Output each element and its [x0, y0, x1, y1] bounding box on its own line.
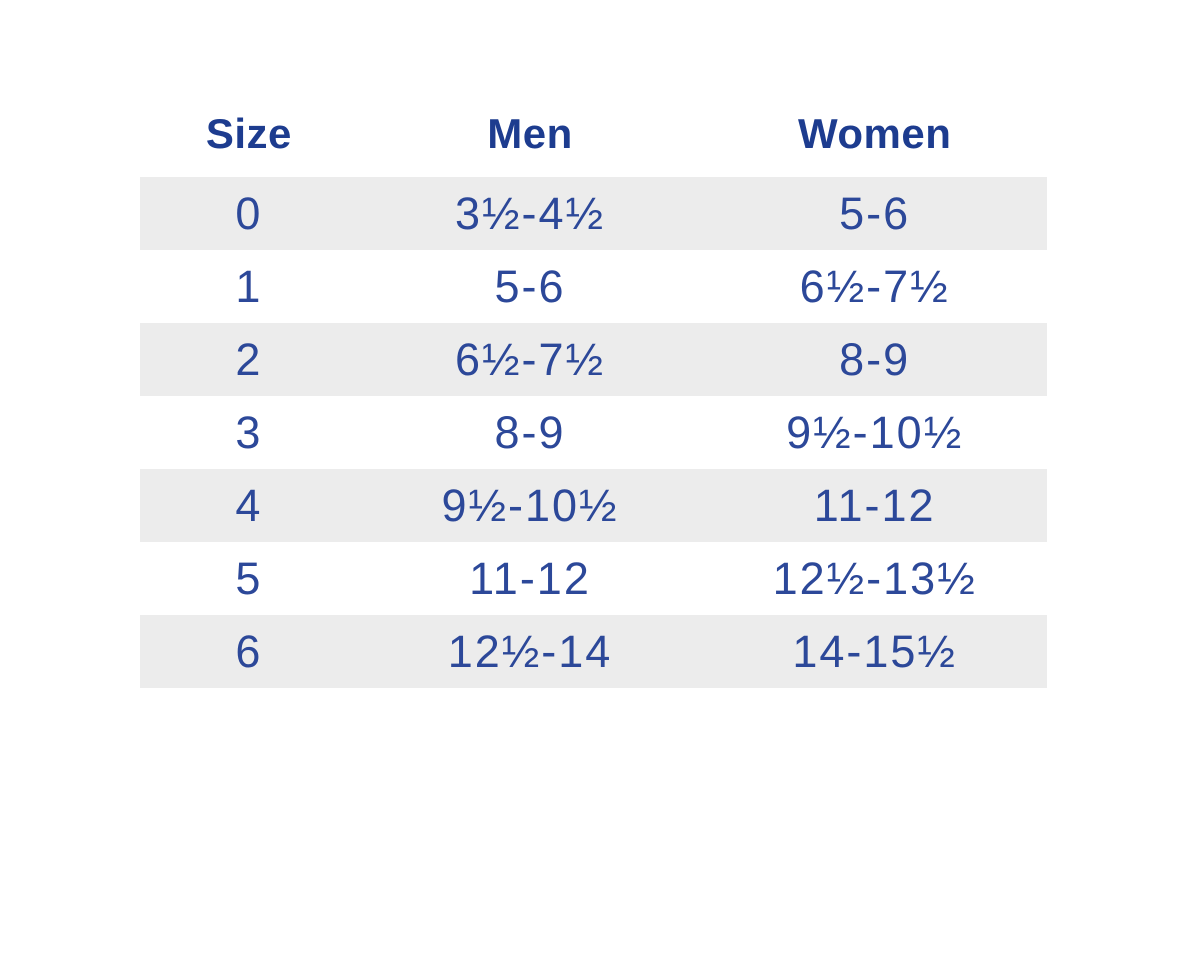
cell-size: 3: [235, 406, 263, 458]
table-row: [140, 396, 1047, 469]
cell-size: 2: [235, 333, 263, 385]
cell-size: 5: [235, 552, 263, 604]
cell-women: 8-9: [839, 333, 911, 385]
cell-women: 12½-13½: [772, 552, 977, 604]
size-chart-table: [140, 90, 1047, 688]
cell-men: 5-6: [494, 260, 566, 312]
cell-size: 4: [235, 479, 263, 531]
cell-women: 5-6: [839, 187, 911, 239]
cell-women: 14-15½: [792, 625, 957, 677]
table-row: [140, 177, 1047, 250]
table-header-row: [140, 90, 1047, 177]
cell-men: 12½-14: [447, 625, 613, 677]
cell-women: 9½-10½: [786, 406, 964, 458]
table-row: [140, 250, 1047, 323]
cell-men: 6½-7½: [454, 333, 606, 385]
cell-women: 11-12: [813, 479, 936, 531]
column-header-size: Size: [205, 109, 292, 157]
cell-size: 1: [235, 260, 263, 312]
cell-men: 11-12: [469, 552, 591, 604]
table-row: [140, 323, 1047, 396]
column-header-women: Women: [797, 109, 952, 157]
table-row: [140, 615, 1047, 688]
table-row: [140, 542, 1047, 615]
cell-women: 6½-7½: [799, 260, 950, 312]
cell-men: 8-9: [494, 406, 566, 458]
column-header-men: Men: [487, 109, 573, 157]
cell-size: 0: [235, 187, 263, 239]
table-row: [140, 469, 1047, 542]
cell-size: 6: [235, 625, 263, 677]
cell-men: 9½-10½: [441, 479, 619, 531]
cell-men: 3½-4½: [454, 187, 606, 239]
